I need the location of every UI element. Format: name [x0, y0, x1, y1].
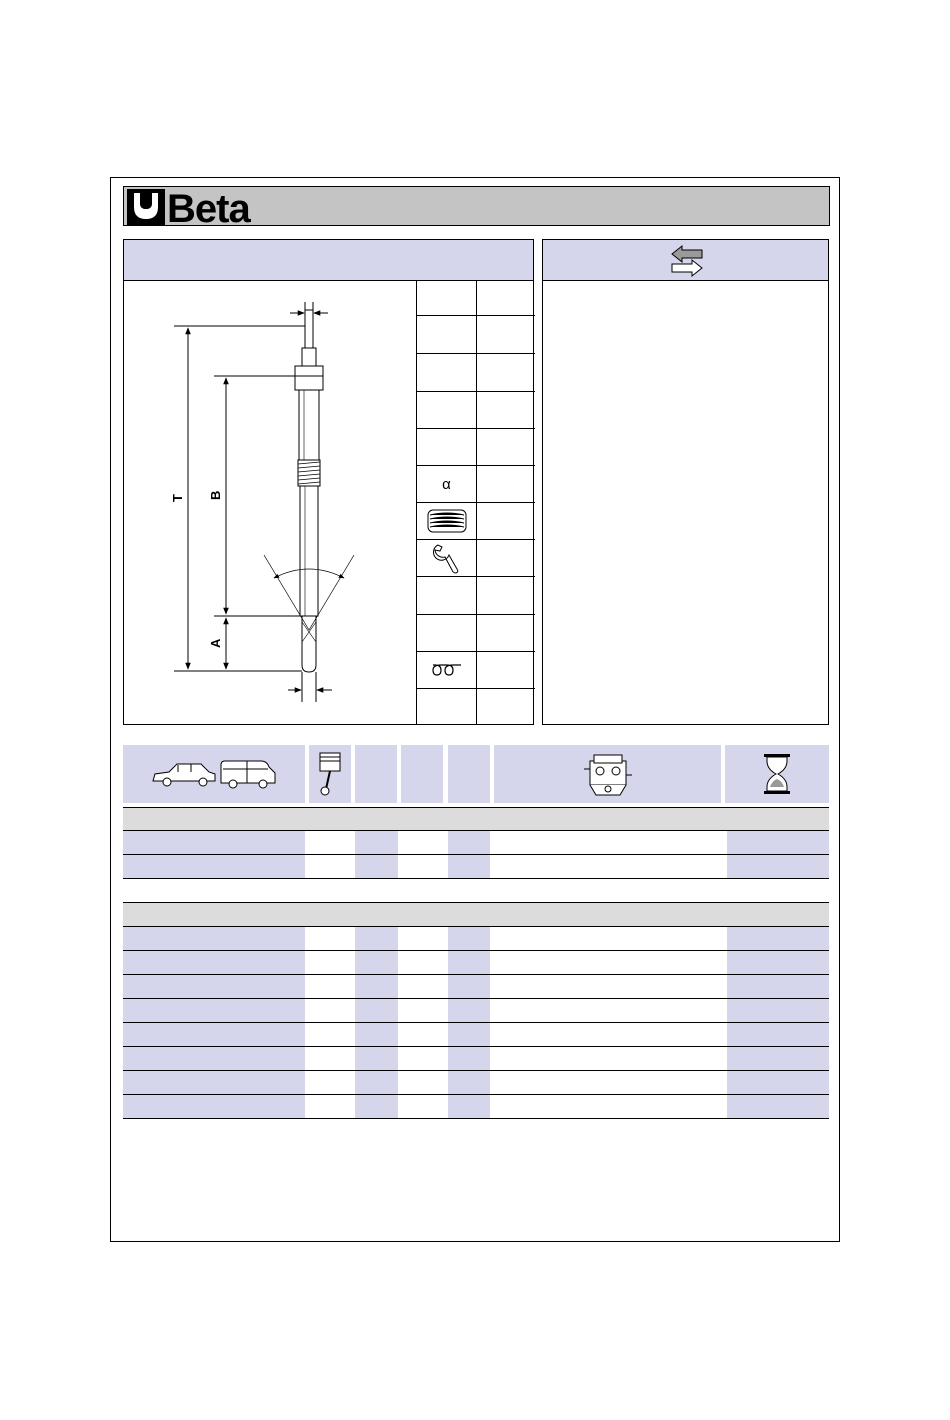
thread-icon — [417, 503, 476, 539]
table-blank-row — [123, 879, 829, 903]
dimension-label-t: T — [170, 494, 185, 502]
table-section-row — [123, 903, 829, 927]
spec-value — [476, 354, 535, 391]
column-header — [401, 745, 443, 803]
table-row — [123, 927, 829, 951]
table-section-row — [123, 807, 829, 831]
brand-name: Beta — [167, 189, 250, 225]
spec-row — [417, 615, 535, 652]
spec-row — [417, 577, 535, 615]
piston-column-header — [309, 745, 351, 803]
spec-value — [476, 280, 535, 315]
car-and-van-icon — [151, 759, 277, 791]
cross-reference-header — [543, 240, 828, 281]
spec-value — [476, 316, 535, 353]
duration-column-header — [725, 745, 829, 803]
spec-row — [417, 316, 535, 354]
spec-value — [476, 615, 535, 651]
spec-value — [476, 466, 535, 502]
spec-row — [417, 689, 535, 725]
table-row — [123, 975, 829, 999]
diagram-panel-header — [124, 240, 533, 281]
spec-grid — [416, 280, 535, 725]
spec-value — [476, 689, 535, 725]
spec-row — [417, 503, 535, 540]
table-row — [123, 951, 829, 975]
engine-icon — [582, 751, 634, 799]
spec-row — [417, 540, 535, 577]
spec-value — [476, 540, 535, 576]
column-header — [355, 745, 397, 803]
table-row — [123, 999, 829, 1023]
spec-value — [476, 577, 535, 614]
table-row — [123, 1047, 829, 1071]
spec-row — [417, 392, 535, 429]
spec-row — [417, 652, 535, 689]
cone-angle-alpha-label: α — [442, 475, 451, 493]
hourglass-icon — [762, 753, 792, 795]
table-row — [123, 1071, 829, 1095]
spec-value — [476, 392, 535, 428]
table-row — [123, 831, 829, 855]
dimension-label-a: A — [208, 638, 223, 648]
glow-plug-diagram — [124, 280, 416, 725]
spec-row — [417, 429, 535, 466]
spec-value — [476, 652, 535, 688]
table-row — [123, 1095, 829, 1119]
spec-value — [476, 503, 535, 539]
coil-icon — [417, 652, 476, 688]
column-header — [448, 745, 490, 803]
engine-column-header — [494, 745, 721, 803]
beta-logo — [127, 189, 279, 225]
brand-header — [123, 186, 830, 226]
spec-value — [476, 429, 535, 465]
table-row — [123, 855, 829, 879]
spec-row — [417, 354, 535, 392]
spec-row — [417, 466, 535, 503]
dimension-label-b: B — [208, 490, 223, 500]
table-row — [123, 1023, 829, 1047]
cross-reference-panel — [542, 239, 829, 725]
spec-row — [417, 280, 535, 316]
piston-icon — [316, 751, 344, 797]
exchange-arrows-icon — [670, 244, 704, 278]
vehicle-column-header — [123, 745, 305, 803]
diagram-panel — [123, 239, 534, 725]
wrench-icon — [417, 540, 476, 576]
catalog-sheet — [110, 177, 840, 1242]
